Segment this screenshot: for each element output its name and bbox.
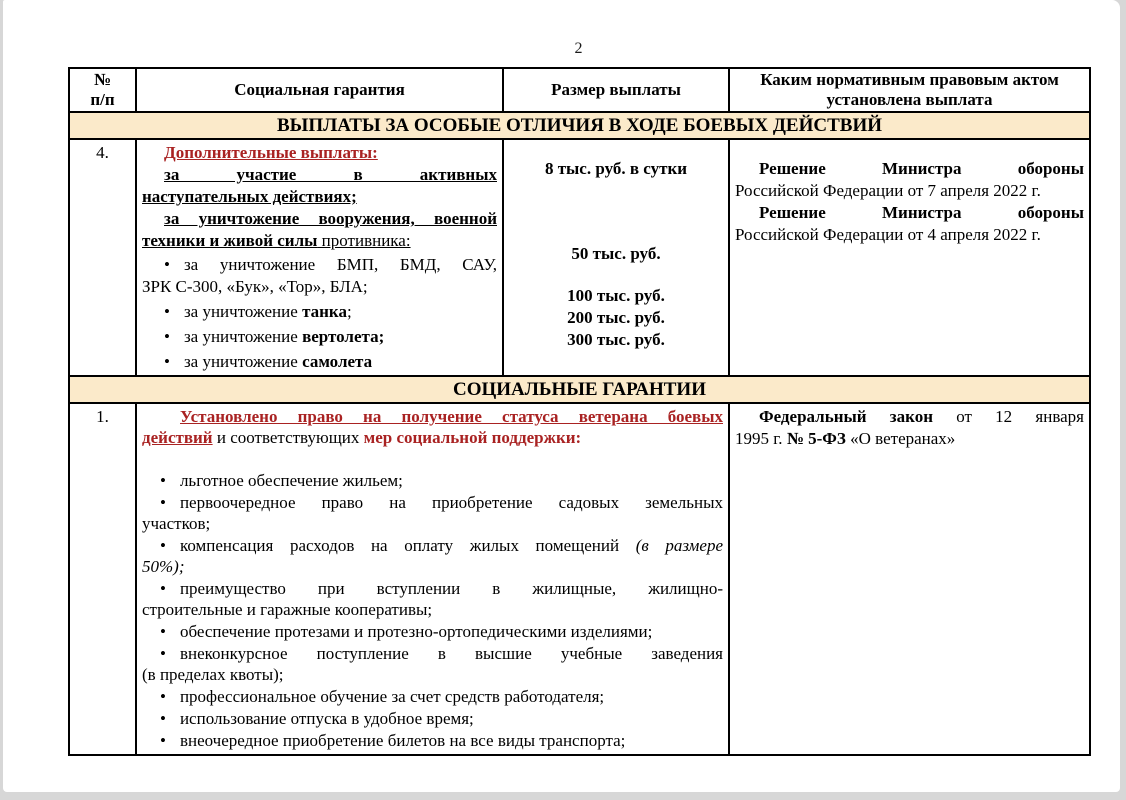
bullet-item-garden-plots-line2 <box>142 513 723 534</box>
section-row-combat-payments <box>69 112 1090 139</box>
text-run: первоочередное право на приобретение садовых земельных <box>179 493 723 512</box>
legal-ref-line: Российской Федерации от 4 апреля 2022 г. <box>735 225 1041 244</box>
text-run: Установлено право на получение статуса ветерана боевых <box>180 407 723 426</box>
bullet-item-airplane <box>142 351 497 373</box>
text-run: внеконкурсное поступление в высшие учебные заведения <box>179 644 723 663</box>
text-run: профессиональное обучение за счет средств работодателя; <box>179 687 605 706</box>
bullet-item-housing <box>142 470 723 491</box>
header-cell-guarantee: Социальная гарантия <box>136 68 503 112</box>
text-run: самолета <box>302 352 373 371</box>
text-run: за уничтожение <box>183 352 303 371</box>
bullet-item-garden-plots <box>142 492 723 513</box>
guarantee-sub2-line2 <box>142 230 497 252</box>
bullet-item-professional-training <box>142 686 723 707</box>
guarantee-sub1-line2 <box>142 186 497 208</box>
row4-guarantee-cell <box>136 139 503 376</box>
text-run: льготное обеспечение жильем; <box>179 471 403 490</box>
text-run: «О ветеранах» <box>845 429 956 448</box>
guarantee-sub2-line1 <box>142 208 497 230</box>
bullet-item-tickets <box>142 730 723 750</box>
table-row-1 <box>69 403 1090 755</box>
header-cell-amount: Размер выплаты <box>503 68 729 112</box>
table-header-row <box>69 68 1090 112</box>
payments-table <box>68 67 1091 756</box>
amount-value: 100 тыс. руб. <box>567 286 665 305</box>
legal-ref-line <box>735 406 1084 428</box>
veteran-status-heading-line1 <box>142 406 723 427</box>
bullet-item-helicopter <box>142 326 497 348</box>
bullet-item-university-admission-line2 <box>142 664 723 685</box>
veteran-status-heading-line2 <box>142 427 723 448</box>
text-run: Дополнительные выплаты: <box>164 143 378 162</box>
bullet-item-vacation <box>142 708 723 729</box>
text-run: за уничтожение <box>183 302 303 321</box>
section-title-combat: ВЫПЛАТЫ ЗА ОСОБЫЕ ОТЛИЧИЯ В ХОДЕ БОЕВЫХ ДЕЙСТВИЙ <box>69 112 1090 139</box>
row4-legal-cell <box>729 139 1090 376</box>
text-run: 50%); <box>142 557 185 576</box>
text-run: внеочередное приобретение билетов на все виды транспорта; <box>179 731 626 750</box>
bullet-item-rent-compensation <box>142 535 723 556</box>
text-run: и соответствующих <box>212 428 364 447</box>
bullet-item-prosthetics <box>142 621 723 642</box>
text-run: ; <box>346 302 352 321</box>
amount-value: 300 тыс. руб. <box>567 330 665 349</box>
table-row-4 <box>69 139 1090 376</box>
amount-value: 200 тыс. руб. <box>567 308 665 327</box>
bullet-item-cooperatives-line2 <box>142 599 723 620</box>
text-run: обеспечение протезами и протезно-ортопедическими изделиями; <box>179 622 653 641</box>
row1-guarantee-cell <box>136 403 729 755</box>
legal-ref-line: Российской Федерации от 7 апреля 2022 г. <box>735 181 1041 200</box>
text-run: преимущество при вступлении в жилищные, жилищно- <box>179 579 723 598</box>
text-run: за уничтожение БМП, БМД, САУ, <box>183 255 497 274</box>
text-run: от 12 января <box>933 407 1084 426</box>
bullet-item-tank <box>142 301 497 323</box>
text-run: № 5-ФЗ <box>786 429 846 448</box>
header-cell-legal-act: Каким нормативным правовым актом установлена выплата <box>729 68 1090 112</box>
text-run: компенсация расходов на оплату жилых помещений <box>179 536 636 555</box>
text-run: (в размере <box>635 536 723 555</box>
bullet-item-university-admission <box>142 643 723 664</box>
row1-legal-cell <box>729 403 1090 755</box>
text-run: за участие в активных <box>164 165 497 184</box>
text-run: противника: <box>317 231 411 250</box>
text-run: танка <box>302 302 347 321</box>
text-run: ЗРК С-300, «Бук», «Тор», БЛА; <box>142 277 368 296</box>
text-run: строительные и гаражные кооперативы; <box>142 600 433 619</box>
text-run: Решение Министра обороны <box>759 159 1084 178</box>
text-run: Решение Министра обороны <box>759 203 1084 222</box>
bullet-item-rent-compensation-line2 <box>142 556 723 577</box>
text-run: наступательных действиях; <box>142 187 357 206</box>
header-num-line1: № <box>93 70 112 89</box>
page-number: 2 <box>574 40 583 57</box>
row1-guarantee-content <box>142 406 723 750</box>
text-run: использование отпуска в удобное время; <box>179 709 474 728</box>
section-title-social: СОЦИАЛЬНЫЕ ГАРАНТИИ <box>69 376 1090 403</box>
guarantee-sub1-line1 <box>142 164 497 186</box>
text-run: за уничтожение <box>183 327 303 346</box>
row4-amount-cell <box>503 139 729 376</box>
legal-ref-line <box>735 428 1084 450</box>
text-run: Федеральный закон <box>759 407 933 426</box>
amount-value: 8 тыс. руб. в сутки <box>544 159 688 178</box>
text-run: вертолета; <box>302 327 385 346</box>
bullet-item-destroy-vehicles <box>142 254 497 276</box>
text-run: действий <box>142 428 213 447</box>
legal-ref-line <box>735 158 1084 180</box>
row4-number-cell: 4. <box>69 139 136 376</box>
text-run: 1995 г. <box>735 429 787 448</box>
guarantee-title-line <box>142 142 497 164</box>
text-run: мер социальной поддержки: <box>363 428 582 447</box>
bullet-item-cooperatives <box>142 578 723 599</box>
amount-value: 50 тыс. руб. <box>571 244 661 263</box>
header-num-line2: п/п <box>90 90 115 109</box>
section-row-social-guarantees <box>69 376 1090 403</box>
row1-number-cell: 1. <box>69 403 136 755</box>
text-run: техники и живой силы <box>142 231 318 250</box>
text-run: участков; <box>142 514 211 533</box>
legal-ref-line <box>735 202 1084 224</box>
text-run: за уничтожение вооружения, военной <box>164 209 497 228</box>
header-cell-num <box>69 68 136 112</box>
bullet-item-destroy-vehicles-line2 <box>142 276 497 298</box>
document-page <box>3 0 1120 792</box>
text-run: (в пределах квоты); <box>142 665 284 684</box>
